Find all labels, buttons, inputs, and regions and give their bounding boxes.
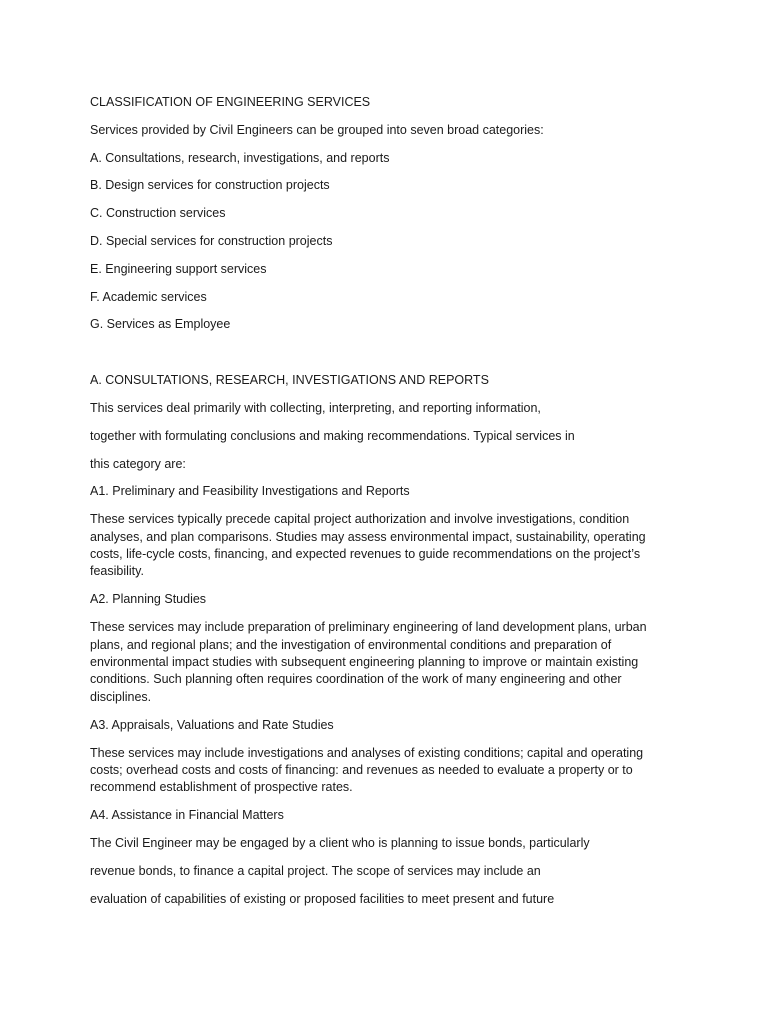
subsection-heading-a3: A3. Appraisals, Valuations and Rate Studies <box>90 717 334 732</box>
section-intro-line: This services deal primarily with collecting, interpreting, and reporting information, <box>90 400 541 415</box>
category-item: B. Design services for construction projects <box>90 178 330 193</box>
category-item: A. Consultations, research, investigations, and reports <box>90 150 390 165</box>
category-item: D. Special services for construction projects <box>90 233 333 248</box>
section-intro-line: together with formulating conclusions and making recommendations. Typical services in <box>90 428 575 443</box>
document-page <box>90 94 670 919</box>
subsection-heading-a4: A4. Assistance in Financial Matters <box>90 808 284 823</box>
category-item: E. Engineering support services <box>90 261 267 276</box>
document-title: CLASSIFICATION OF ENGINEERING SERVICES <box>90 95 371 109</box>
subsection-heading-a2: A2. Planning Studies <box>90 592 207 607</box>
category-list <box>90 150 670 334</box>
subsection-text-a2: These services may include preparation of preliminary engineering of land development plans, urban plans, and regional plans; and the investigation of environmental conditions and preparation of environmental impact studies with subsequent engineering planning to improve or maintain existing conditions. Such planning often requires coordination of the work of many engineering and other disciplines. <box>90 620 647 704</box>
section-intro-line: this category are: <box>90 456 186 471</box>
subsection-text-line-a4: revenue bonds, to finance a capital project. The scope of services may include an <box>90 864 541 878</box>
subsection-text-line-a4: The Civil Engineer may be engaged by a client who is planning to issue bonds, particularly <box>90 836 590 851</box>
subsection-text-a3: These services may include investigations and analyses of existing conditions; capital and operating costs; overhead costs and costs of financing: and revenues as needed to evaluate a property or to recommend establishment of prospective rates. <box>90 745 644 795</box>
section-a <box>90 372 670 908</box>
subsection-heading-a1: A1. Preliminary and Feasibility Investigations and Reports <box>90 484 410 499</box>
subsection-text-line-a4: evaluation of capabilities of existing or proposed facilities to meet present and future <box>90 891 555 906</box>
category-item: G. Services as Employee <box>90 317 231 332</box>
section-heading: A. CONSULTATIONS, RESEARCH, INVESTIGATIONS AND REPORTS <box>90 373 489 388</box>
intro-text: Services provided by Civil Engineers can be grouped into seven broad categories: <box>90 122 544 137</box>
subsection-text-a1: These services typically precede capital project authorization and involve investigations, condition analyses, and plan comparisons. Studies may assess environmental impact, sustainability, operating costs, life-cycle costs, financing, and expected revenues to guide recommendations on the project’s feasibility. <box>90 512 646 579</box>
section-spacer <box>90 344 670 372</box>
category-item: C. Construction services <box>90 206 226 221</box>
category-item: F. Academic services <box>90 289 207 304</box>
